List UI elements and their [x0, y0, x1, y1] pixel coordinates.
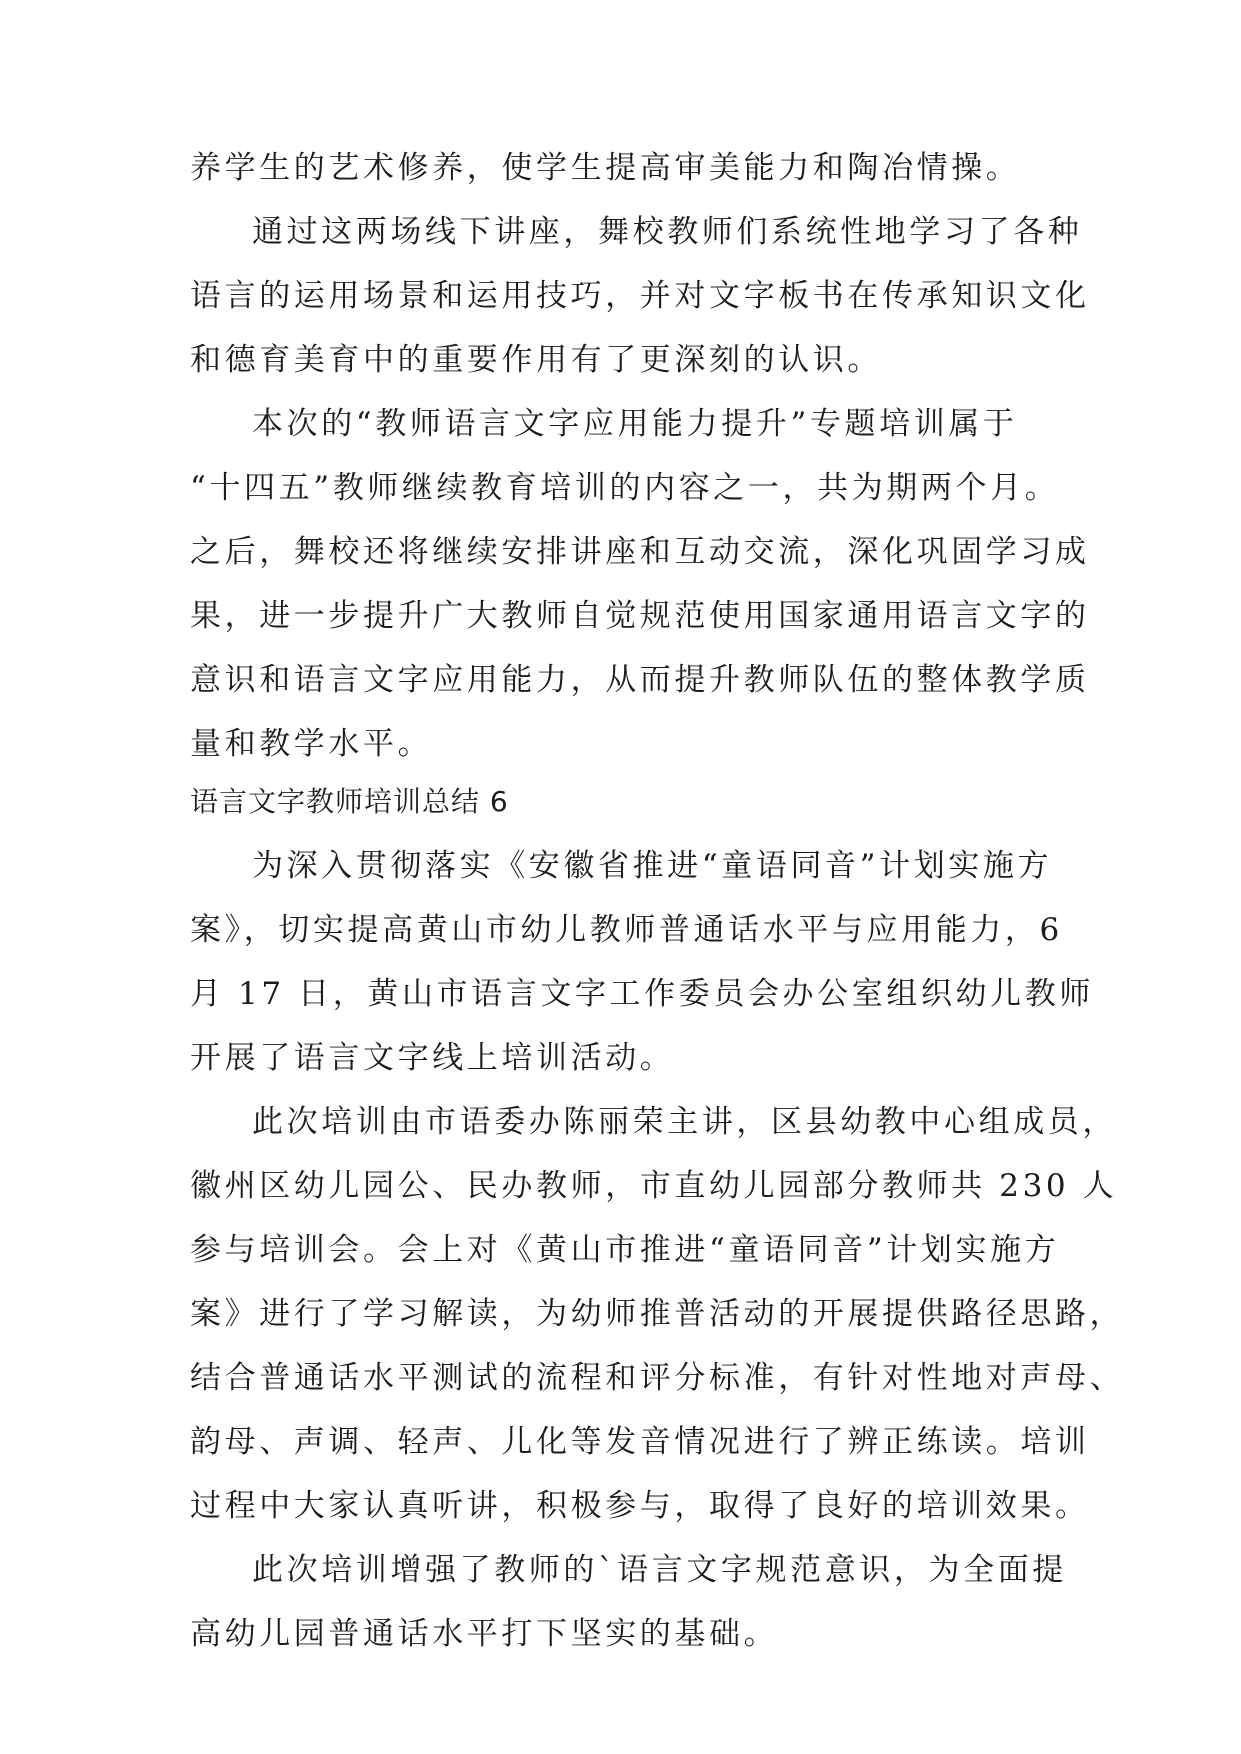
paragraph-line: 案》，切实提高黄山市幼儿教师普通话水平与应用能力，6 [190, 912, 1063, 948]
paragraph-line: 通过这两场线下讲座，舞校教师们系统性地学习了各种 [252, 214, 1083, 250]
paragraph-line: 本次的“教师语言文字应用能力提升”专题培训属于 [252, 406, 1018, 442]
paragraph-line: 之后，舞校还将继续安排讲座和互动交流，深化巩固学习成 [190, 534, 1090, 570]
section-heading: 语言文字教师培训总结 6 [190, 785, 509, 818]
paragraph-line: 结合普通话水平测试的流程和评分标准，有针对性地对声母、 [190, 1360, 1125, 1396]
paragraph-line: 韵母、声调、轻声、儿化等发音情况进行了辨正练读。培训 [190, 1424, 1090, 1460]
paragraph-line: 过程中大家认真听讲，积极参与，取得了良好的培训效果。 [190, 1488, 1090, 1524]
paragraph-line: 参与培训会。会上对《黄山市推进“童语同音”计划实施方 [190, 1232, 1060, 1268]
paragraph-line: 高幼儿园普通话水平打下坚实的基础。 [190, 1616, 779, 1652]
paragraph-line: 果，进一步提升广大教师自觉规范使用国家通用语言文字的 [190, 598, 1090, 634]
paragraph-line: 月 17 日，黄山市语言文字工作委员会办公室组织幼儿教师 [190, 976, 1094, 1012]
paragraph-line: 量和教学水平。 [190, 726, 433, 762]
paragraph-line: 此次培训由市语委办陈丽荣主讲，区县幼教中心组成员， [252, 1104, 1117, 1140]
paragraph-line: 语言的运用场景和运用技巧，并对文字板书在传承知识文化 [190, 278, 1090, 314]
paragraph-line: “十四五”教师继续教育培训的内容之一，共为期两个月。 [190, 470, 1060, 506]
paragraph-line: 养学生的艺术修养，使学生提高审美能力和陶冶情操。 [190, 150, 1021, 186]
paragraph-line: 为深入贯彻落实《安徽省推进“童语同音”计划实施方 [252, 848, 1053, 884]
paragraph-line: 和德育美育中的重要作用有了更深刻的认识。 [190, 342, 882, 378]
paragraph-line: 徽州区幼儿园公、民办教师，市直幼儿园部分教师共 230 人 [190, 1168, 1118, 1204]
paragraph-line: 意识和语言文字应用能力，从而提升教师队伍的整体教学质 [190, 662, 1090, 698]
paragraph-line: 此次培训增强了教师的`语言文字规范意识，为全面提 [252, 1552, 1067, 1588]
paragraph-line: 开展了语言文字线上培训活动。 [190, 1040, 675, 1076]
paragraph-line: 案》进行了学习解读，为幼师推普活动的开展提供路径思路， [190, 1296, 1125, 1332]
